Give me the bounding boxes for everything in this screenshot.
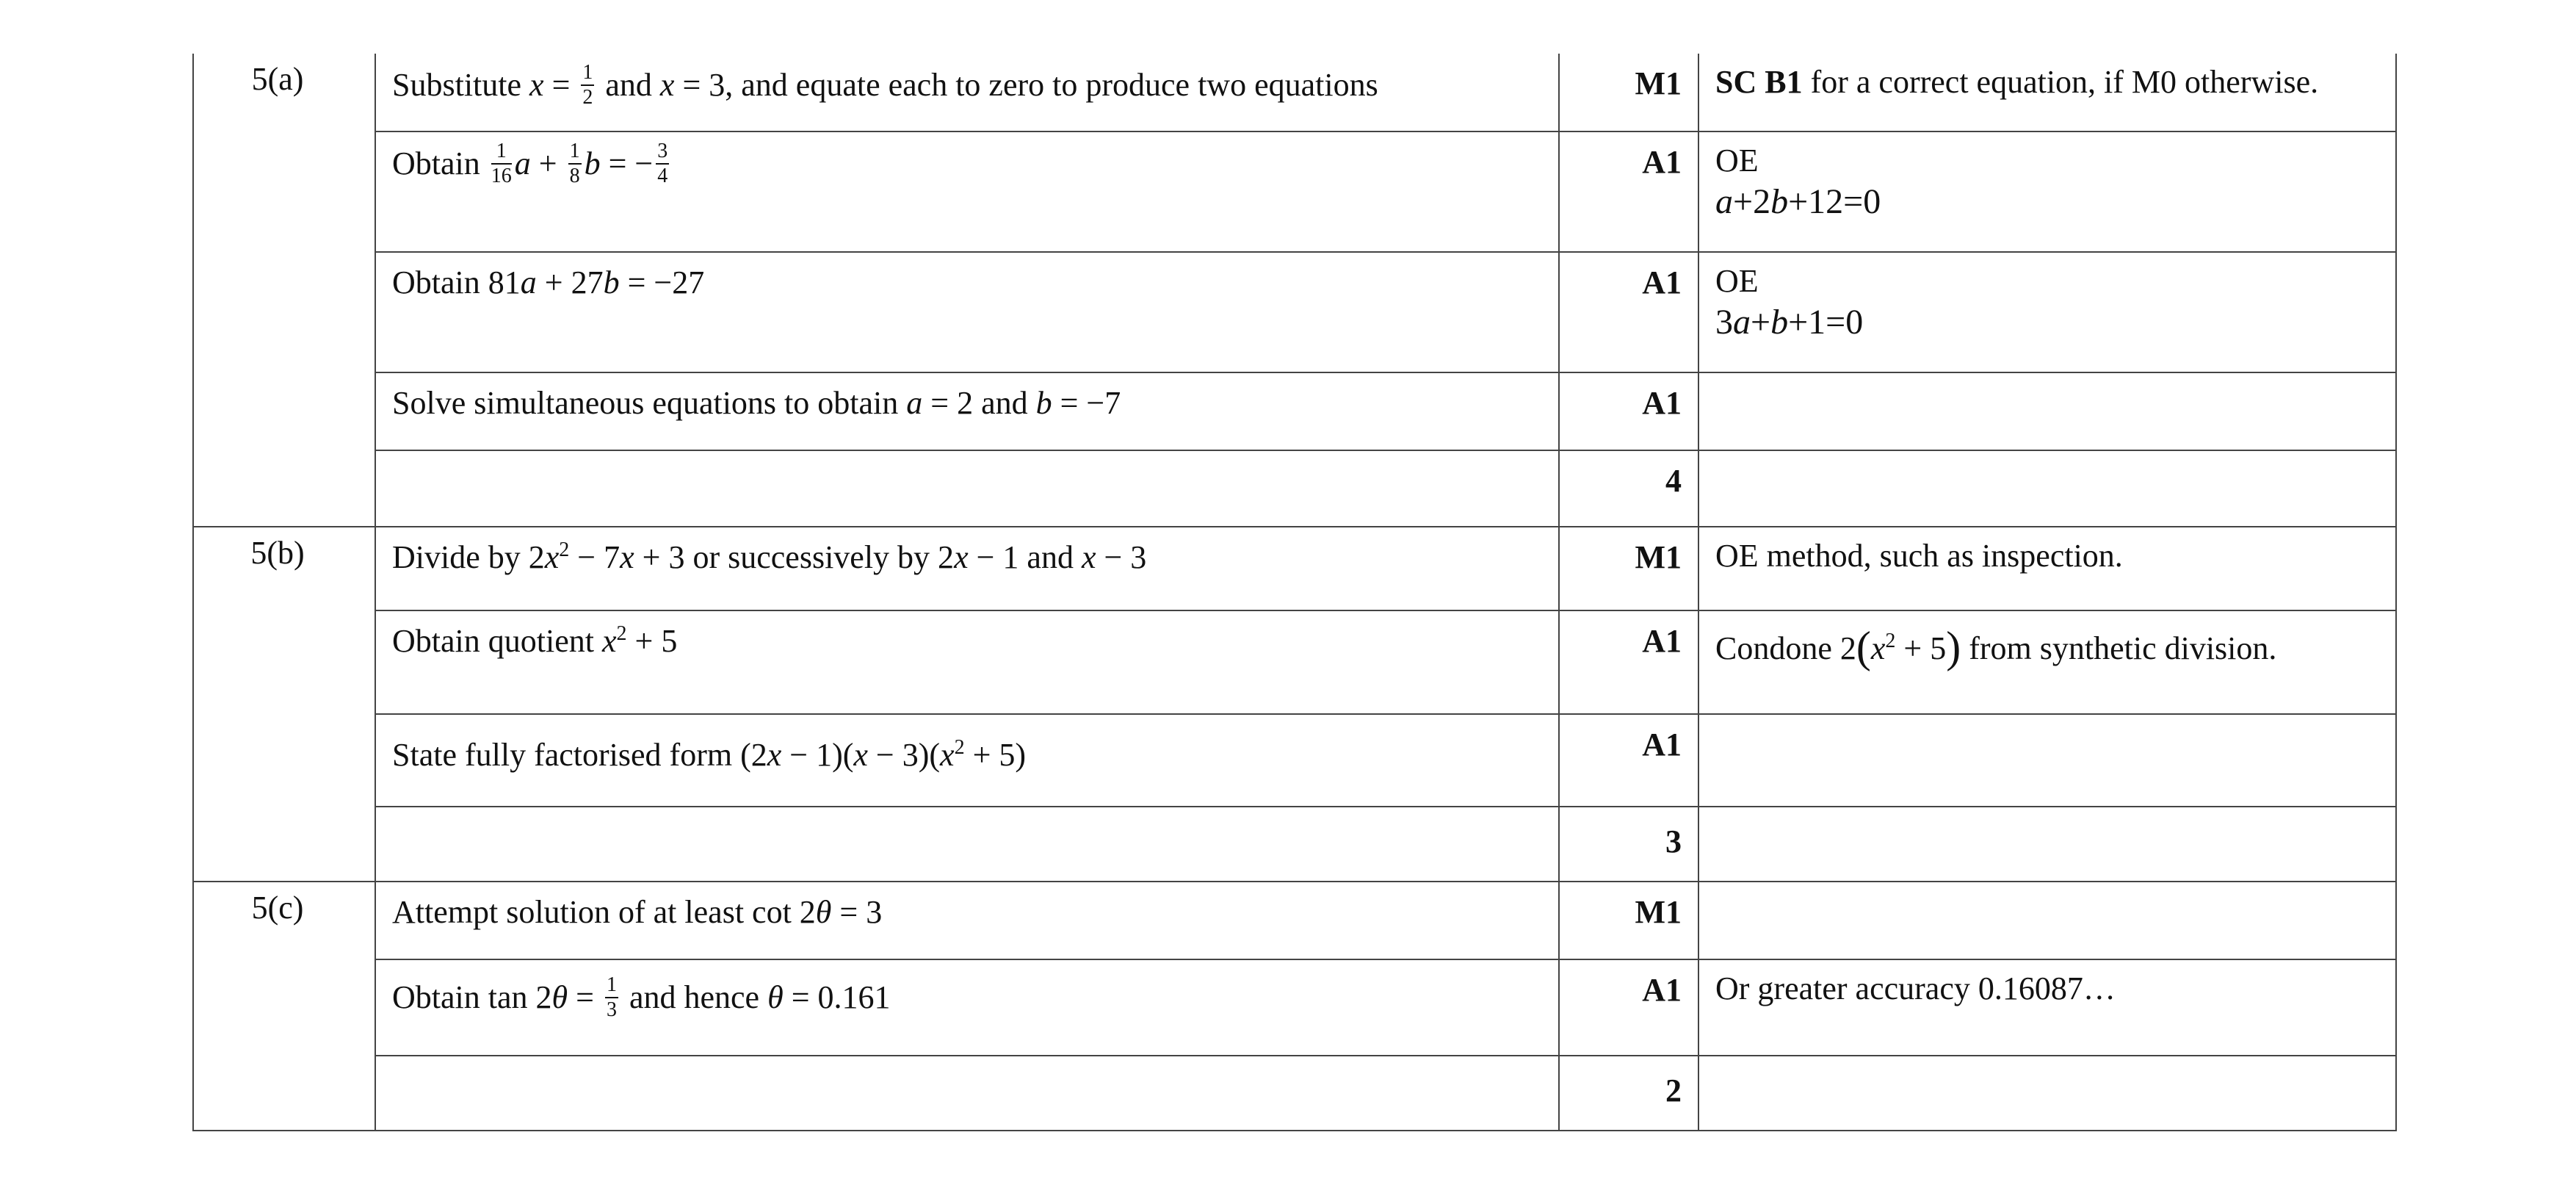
answer-text: Obtain quotient $x^2 + 5$ [392, 622, 678, 659]
answer-text: Divide by $2x^2 - 7x + 3$ or successively by 2x − 1 and x − 3 [392, 538, 1147, 575]
table-row [193, 372, 2396, 450]
mark-scheme-table [192, 54, 2397, 1131]
mark-total: 2 [1665, 1073, 1682, 1109]
table-row [193, 882, 2396, 959]
answer-cell [375, 807, 1559, 882]
question-number: 5(c) [251, 890, 304, 926]
table-row-total [193, 807, 2396, 882]
answer-cell [375, 450, 1559, 527]
answer-cell [375, 959, 1559, 1056]
guidance-cell [1698, 131, 2396, 252]
mark-cell [1559, 372, 1698, 450]
guidance-cell [1698, 959, 2396, 1056]
mark-cell [1559, 131, 1698, 252]
mark-total: 3 [1665, 824, 1682, 860]
mark-cell [1559, 252, 1698, 372]
mark: A1 [1642, 144, 1682, 180]
guidance-bold: SC B1 [1715, 64, 1803, 100]
mark-total-cell [1559, 1056, 1698, 1131]
mark-total-cell [1559, 450, 1698, 527]
guidance-text: OE method, such as inspection. [1715, 538, 2123, 574]
guidance-cell [1698, 372, 2396, 450]
table-row [193, 252, 2396, 372]
answer-cell [375, 714, 1559, 807]
table-row [193, 959, 2396, 1056]
guidance-cell [1698, 807, 2396, 882]
table-row [193, 527, 2396, 610]
question-number-cell [193, 882, 375, 1131]
table-row [193, 714, 2396, 807]
mark: A1 [1642, 972, 1682, 1008]
answer-text: Obtain $\frac{1}{16}$ a + $\frac{1}{8}$ b = − $\frac{3}{4}$ [392, 140, 668, 187]
guidance-cell [1698, 450, 2396, 527]
answer-text: Solve simultaneous equations to obtain a = 2 and b = −7 [392, 385, 1121, 421]
guidance-cell [1698, 527, 2396, 610]
guidance-cell [1698, 1056, 2396, 1131]
mark: M1 [1635, 894, 1682, 930]
table-row [193, 610, 2396, 714]
question-number: 5(b) [250, 535, 305, 571]
guidance-text: Or greater accuracy 0.16087… [1715, 970, 2116, 1006]
mark: A1 [1642, 727, 1682, 763]
mark-cell [1559, 610, 1698, 714]
answer-cell [375, 54, 1559, 131]
answer-cell [375, 131, 1559, 252]
mark-cell [1559, 714, 1698, 807]
guidance-equation: a+2b+12=0 [1715, 181, 1881, 221]
mark: A1 [1642, 264, 1682, 300]
answer-cell [375, 882, 1559, 959]
mark-total: 4 [1665, 463, 1682, 499]
mark: A1 [1642, 385, 1682, 421]
question-number-cell [193, 527, 375, 882]
mark-cell [1559, 527, 1698, 610]
answer-cell [375, 610, 1559, 714]
answer-cell [375, 527, 1559, 610]
guidance-cell [1698, 54, 2396, 131]
table-row-total [193, 450, 2396, 527]
mark: M1 [1635, 539, 1682, 575]
answer-text: State fully factorised form $(2x - 1)(x - 3)(x^2 + 5)$ [392, 736, 1027, 773]
guidance-cell [1698, 714, 2396, 807]
mark: A1 [1642, 623, 1682, 659]
guidance-text: OE [1715, 143, 1759, 179]
answer-text: Substitute x = $\frac{1}{2}$ and x = 3, and equate each to zero to produce two equations [392, 61, 1378, 109]
answer-cell [375, 252, 1559, 372]
guidance-equation: 3a+b+1=0 [1715, 302, 1864, 342]
table-row [193, 131, 2396, 252]
mark-total-cell [1559, 807, 1698, 882]
answer-cell [375, 1056, 1559, 1131]
guidance-text: Condone $2(x^2 + 5)$ from synthetic division. [1715, 623, 2277, 671]
answer-text: Obtain 81a + 27b = −27 [392, 264, 705, 300]
guidance-text: OE [1715, 263, 1759, 299]
answer-text: Attempt solution of at least cot 2θ = 3 [392, 894, 883, 930]
question-number-cell [193, 54, 375, 527]
guidance-cell [1698, 252, 2396, 372]
table-row-total [193, 1056, 2396, 1131]
guidance-cell [1698, 882, 2396, 959]
guidance-text: for a correct equation, if M0 otherwise. [1810, 64, 2319, 100]
mark-cell [1559, 54, 1698, 131]
guidance-cell [1698, 610, 2396, 714]
question-number: 5(a) [251, 61, 304, 97]
mark: M1 [1635, 65, 1682, 101]
table-row [193, 54, 2396, 131]
answer-text: Obtain tan 2θ = $\frac{1}{3}$ and hence θ = 0.161 [392, 973, 891, 1021]
mark-cell [1559, 882, 1698, 959]
answer-cell [375, 372, 1559, 450]
mark-cell [1559, 959, 1698, 1056]
